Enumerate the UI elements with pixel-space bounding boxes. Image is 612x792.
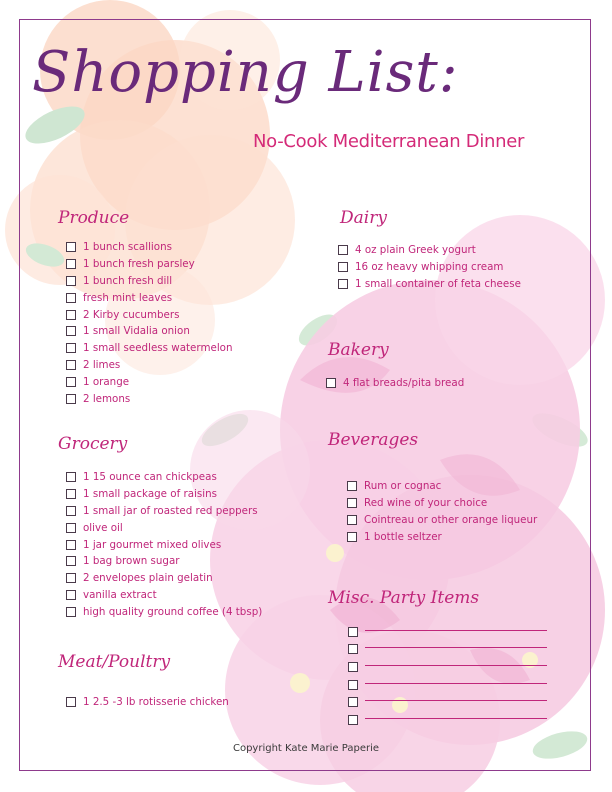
checkbox[interactable] — [348, 697, 358, 707]
misc-party-items-heading: Misc. Party Items — [328, 588, 480, 608]
checkbox[interactable] — [66, 489, 76, 499]
checkbox[interactable] — [348, 680, 358, 690]
checkbox[interactable] — [66, 697, 76, 707]
list-item[interactable] — [66, 469, 262, 486]
item-label: 1 small jar of roasted red peppers — [83, 504, 258, 517]
list-item[interactable] — [66, 340, 233, 357]
item-label: 2 Kirby cucumbers — [83, 308, 180, 321]
checkbox[interactable] — [66, 293, 76, 303]
copyright-notice: Copyright Kate Marie Paperie — [232, 743, 380, 754]
item-label: 1 small Vidalia onion — [83, 325, 190, 338]
checkbox[interactable] — [66, 394, 76, 404]
blank-list-item[interactable] — [348, 676, 547, 694]
item-label: 2 envelopes plain gelatin — [83, 572, 213, 585]
checkbox[interactable] — [338, 262, 348, 272]
checkbox[interactable] — [66, 377, 76, 387]
checkbox[interactable] — [66, 540, 76, 550]
list-item[interactable] — [66, 256, 233, 273]
item-label: 2 lemons — [83, 392, 131, 405]
item-label: Rum or cognac — [364, 480, 442, 493]
list-item[interactable] — [338, 276, 521, 293]
list-item[interactable] — [338, 242, 521, 259]
checkbox[interactable] — [347, 481, 357, 491]
grocery-heading: Grocery — [58, 434, 128, 454]
list-item[interactable] — [66, 289, 233, 306]
item-label: Cointreau or other orange liqueur — [364, 513, 538, 526]
item-label: 1 bunch fresh dill — [83, 274, 173, 287]
list-item[interactable] — [326, 375, 464, 392]
list-item[interactable] — [66, 323, 233, 340]
checkbox[interactable] — [66, 556, 76, 566]
page-subtitle: No-Cook Mediterranean Dinner — [253, 131, 525, 152]
write-in-line[interactable] — [365, 647, 547, 648]
item-label: 2 limes — [83, 358, 121, 371]
item-label: 16 oz heavy whipping cream — [355, 261, 504, 274]
list-item[interactable] — [66, 239, 233, 256]
list-item[interactable] — [66, 536, 262, 553]
checkbox[interactable] — [66, 590, 76, 600]
checkbox[interactable] — [66, 326, 76, 336]
checkbox[interactable] — [66, 607, 76, 617]
blank-list-item[interactable] — [348, 693, 547, 711]
item-label: 1 small seedless watermelon — [83, 342, 233, 355]
checkbox[interactable] — [66, 276, 76, 286]
blank-list-item[interactable] — [348, 623, 547, 641]
write-in-line[interactable] — [365, 630, 547, 631]
item-label: 1 bunch scallions — [83, 241, 172, 254]
write-in-line[interactable] — [365, 665, 547, 666]
blank-list-item[interactable] — [348, 658, 547, 676]
list-item[interactable] — [347, 478, 537, 495]
list-item[interactable] — [66, 373, 233, 390]
blank-list-item[interactable] — [348, 641, 547, 659]
list-item[interactable] — [66, 486, 262, 503]
list-item[interactable] — [66, 694, 229, 711]
meat-poultry-heading: Meat/Poultry — [58, 652, 171, 672]
item-label: 4 flat breads/pita bread — [343, 377, 465, 390]
checkbox[interactable] — [348, 627, 358, 637]
checkbox[interactable] — [348, 715, 358, 725]
write-in-line[interactable] — [365, 700, 547, 701]
item-label: 4 oz plain Greek yogurt — [355, 244, 476, 257]
checkbox[interactable] — [348, 662, 358, 672]
item-label: 1 small container of feta cheese — [355, 277, 521, 290]
item-label: 1 jar gourmet mixed olives — [83, 538, 222, 551]
item-label: 1 bag brown sugar — [83, 555, 180, 568]
list-item[interactable] — [347, 495, 537, 512]
list-item[interactable] — [66, 306, 233, 323]
item-label: high quality ground coffee (4 tbsp) — [83, 605, 263, 618]
checkbox[interactable] — [326, 378, 336, 388]
item-label: 1 15 ounce can chickpeas — [83, 471, 217, 484]
checkbox[interactable] — [66, 343, 76, 353]
produce-heading: Produce — [58, 208, 130, 228]
list-item[interactable] — [66, 570, 262, 587]
list-item[interactable] — [347, 512, 537, 529]
list-item[interactable] — [66, 587, 262, 604]
list-item[interactable] — [66, 503, 262, 520]
list-item[interactable] — [66, 357, 233, 374]
checkbox[interactable] — [338, 245, 348, 255]
checkbox[interactable] — [347, 515, 357, 525]
beverages-list — [347, 478, 537, 545]
checkbox[interactable] — [347, 498, 357, 508]
blank-list-item[interactable] — [348, 711, 547, 729]
grocery-list — [66, 469, 262, 620]
checkbox[interactable] — [66, 523, 76, 533]
bakery-heading: Bakery — [328, 340, 389, 360]
produce-list — [66, 239, 233, 407]
list-item[interactable] — [66, 273, 233, 290]
dairy-list — [338, 242, 521, 292]
list-item[interactable] — [66, 390, 233, 407]
checkbox[interactable] — [338, 279, 348, 289]
list-item[interactable] — [66, 603, 262, 620]
item-label: vanilla extract — [83, 588, 157, 601]
item-label: Red wine of your choice — [364, 497, 488, 510]
item-label: 1 small package of raisins — [83, 488, 217, 501]
item-label: 1 2.5 -3 lb rotisserie chicken — [83, 696, 229, 709]
checkbox[interactable] — [66, 472, 76, 482]
checkbox[interactable] — [66, 310, 76, 320]
bakery-list — [326, 375, 464, 392]
checkbox[interactable] — [66, 360, 76, 370]
checkbox[interactable] — [347, 532, 357, 542]
page-title: Shopping List: — [32, 40, 459, 105]
checkbox[interactable] — [66, 242, 76, 252]
checkbox[interactable] — [66, 573, 76, 583]
beverages-heading: Beverages — [328, 430, 419, 450]
list-item[interactable] — [338, 259, 521, 276]
checkbox[interactable] — [66, 259, 76, 269]
write-in-line[interactable] — [365, 718, 547, 719]
misc-blank-list — [348, 623, 547, 729]
item-label: 1 orange — [83, 375, 130, 388]
checkbox[interactable] — [66, 506, 76, 516]
item-label: 1 bottle seltzer — [364, 530, 442, 543]
dairy-heading: Dairy — [340, 208, 387, 228]
item-label: 1 bunch fresh parsley — [83, 258, 195, 271]
list-item[interactable] — [66, 553, 262, 570]
list-item[interactable] — [347, 528, 537, 545]
checkbox[interactable] — [348, 644, 358, 654]
item-label: fresh mint leaves — [83, 291, 173, 304]
meat-poultry-list — [66, 694, 229, 711]
item-label: olive oil — [83, 521, 123, 534]
write-in-line[interactable] — [365, 683, 547, 684]
list-item[interactable] — [66, 519, 262, 536]
